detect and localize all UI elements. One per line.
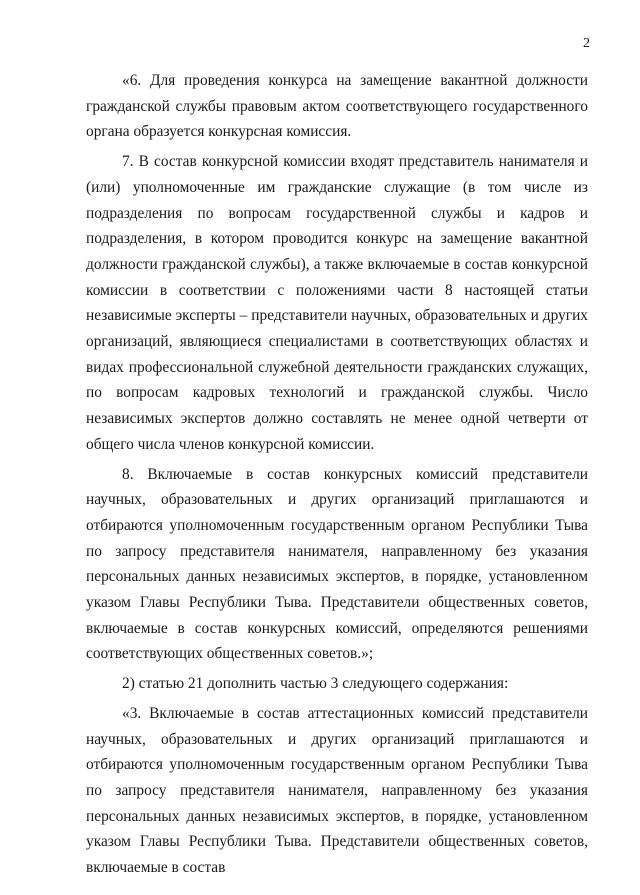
amendment-item-2: 2) статью 21 дополнить частью 3 следующего содержания: <box>122 675 509 693</box>
page-number: 2 <box>583 36 590 51</box>
paragraph-6: «6. Для проведения конкурса на замещение вакантной должности гражданской службы правовым актом соответствующего государственного органа образуется конкурсная комиссия. <box>86 72 588 141</box>
paragraph-8: 8. Включаемые в состав конкурсных комиссий представители научных, образовательных и других организаций приглашаются и отбираются уполномоченным государственным органом Республики Тыва по запросу представителя нанимателя, направленному без указания персональных данных независимых экспертов, в порядке, установленном указом Главы Республики Тыва. Представители общественных советов, включаемые в состав конкурсных комиссий, определяются решениями соответствующих общественных советов.»; <box>86 465 588 663</box>
paragraph-3: «3. Включаемые в состав аттестационных комиссий представители научных, образовательных и других организаций приглашаются и отбираются уполномоченным государственным органом Республики Тыва по запросу представителя нанимателя, направленному без указания персональных данных независимых экспертов, в порядке, установленном указом Главы Республики Тыва. Представители общественных советов, включаемые в состав <box>86 704 588 877</box>
paragraph-7: 7. В состав конкурсной комиссии входят представитель нанимателя и (или) уполномоченные им гражданские служащие (в том числе из подразделения по вопросам государственной службы и кадров и подразделения, в котором проводится конкурс на замещение вакантной должности гражданской службы), а также включаемые в состав конкурсной комиссии в соответствии с положениями части 8 настоящей статьи независимые эксперты – представители научных, образовательных и других организаций, являющиеся специалистами в соответствующих областях и видах профессиональной служебной деятельности гражданских служащих, по вопросам кадровых технологий и гражданской службы. Число независимых экспертов должно составлять не менее одной четверти от общего числа членов конкурсной комиссии. <box>86 153 588 453</box>
